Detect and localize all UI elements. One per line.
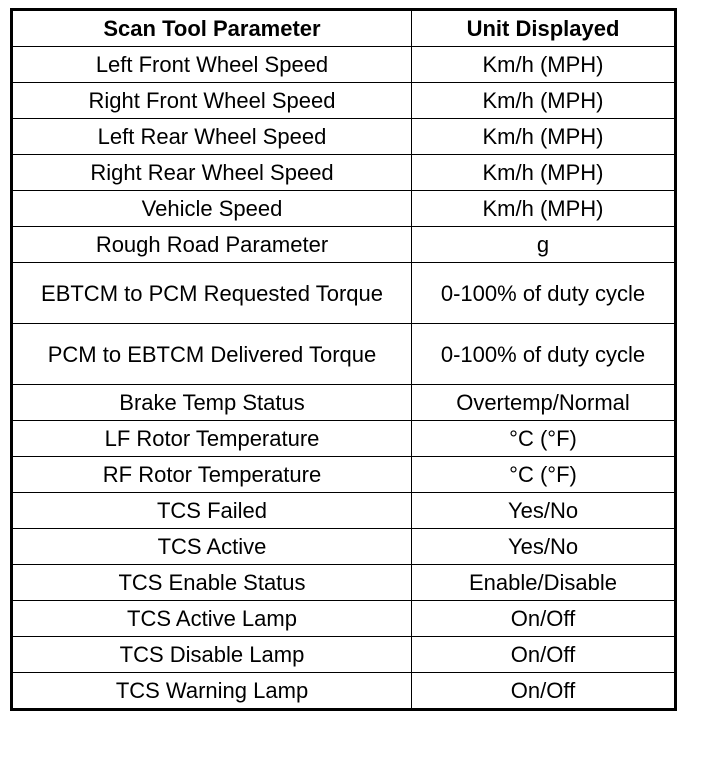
parameter-cell: LF Rotor Temperature: [12, 421, 412, 457]
parameter-cell: PCM to EBTCM Delivered Torque: [12, 324, 412, 385]
table-row: [12, 637, 676, 673]
parameter-cell: Left Rear Wheel Speed: [12, 119, 412, 155]
parameter-cell: EBTCM to PCM Requested Torque: [12, 263, 412, 324]
table-row: [12, 601, 676, 637]
unit-cell: Yes/No: [412, 529, 676, 565]
unit-cell: g: [412, 227, 676, 263]
parameter-cell: TCS Warning Lamp: [12, 673, 412, 710]
unit-cell: Enable/Disable: [412, 565, 676, 601]
parameter-cell: Left Front Wheel Speed: [12, 47, 412, 83]
table-row: [12, 421, 676, 457]
table-row: [12, 155, 676, 191]
parameter-cell: TCS Active Lamp: [12, 601, 412, 637]
table-row: [12, 457, 676, 493]
table-row: [12, 673, 676, 710]
parameter-cell: TCS Active: [12, 529, 412, 565]
table-row: [12, 191, 676, 227]
unit-cell: 0-100% of duty cycle: [412, 263, 676, 324]
parameter-cell: RF Rotor Temperature: [12, 457, 412, 493]
unit-cell: Km/h (MPH): [412, 119, 676, 155]
table-row: [12, 119, 676, 155]
header-scan-tool-parameter: Scan Tool Parameter: [12, 10, 412, 47]
unit-cell: Km/h (MPH): [412, 155, 676, 191]
parameter-cell: TCS Disable Lamp: [12, 637, 412, 673]
scan-tool-parameter-table: [10, 8, 677, 711]
unit-cell: On/Off: [412, 601, 676, 637]
table-row: [12, 493, 676, 529]
parameter-cell: Brake Temp Status: [12, 385, 412, 421]
parameter-cell: Right Rear Wheel Speed: [12, 155, 412, 191]
parameter-cell: Right Front Wheel Speed: [12, 83, 412, 119]
table-row: [12, 324, 676, 385]
table-row: [12, 385, 676, 421]
table-row: [12, 47, 676, 83]
header-unit-displayed: Unit Displayed: [412, 10, 676, 47]
parameter-cell: TCS Failed: [12, 493, 412, 529]
unit-cell: Km/h (MPH): [412, 191, 676, 227]
unit-cell: 0-100% of duty cycle: [412, 324, 676, 385]
table-row: [12, 565, 676, 601]
table-row: [12, 263, 676, 324]
table-row: [12, 83, 676, 119]
unit-cell: On/Off: [412, 673, 676, 710]
unit-cell: Overtemp/Normal: [412, 385, 676, 421]
parameter-cell: TCS Enable Status: [12, 565, 412, 601]
table-header-row: [12, 10, 676, 47]
table-row: [12, 227, 676, 263]
parameter-cell: Vehicle Speed: [12, 191, 412, 227]
unit-cell: Km/h (MPH): [412, 47, 676, 83]
unit-cell: °C (°F): [412, 421, 676, 457]
unit-cell: Yes/No: [412, 493, 676, 529]
unit-cell: °C (°F): [412, 457, 676, 493]
table-row: [12, 529, 676, 565]
parameter-cell: Rough Road Parameter: [12, 227, 412, 263]
unit-cell: On/Off: [412, 637, 676, 673]
unit-cell: Km/h (MPH): [412, 83, 676, 119]
